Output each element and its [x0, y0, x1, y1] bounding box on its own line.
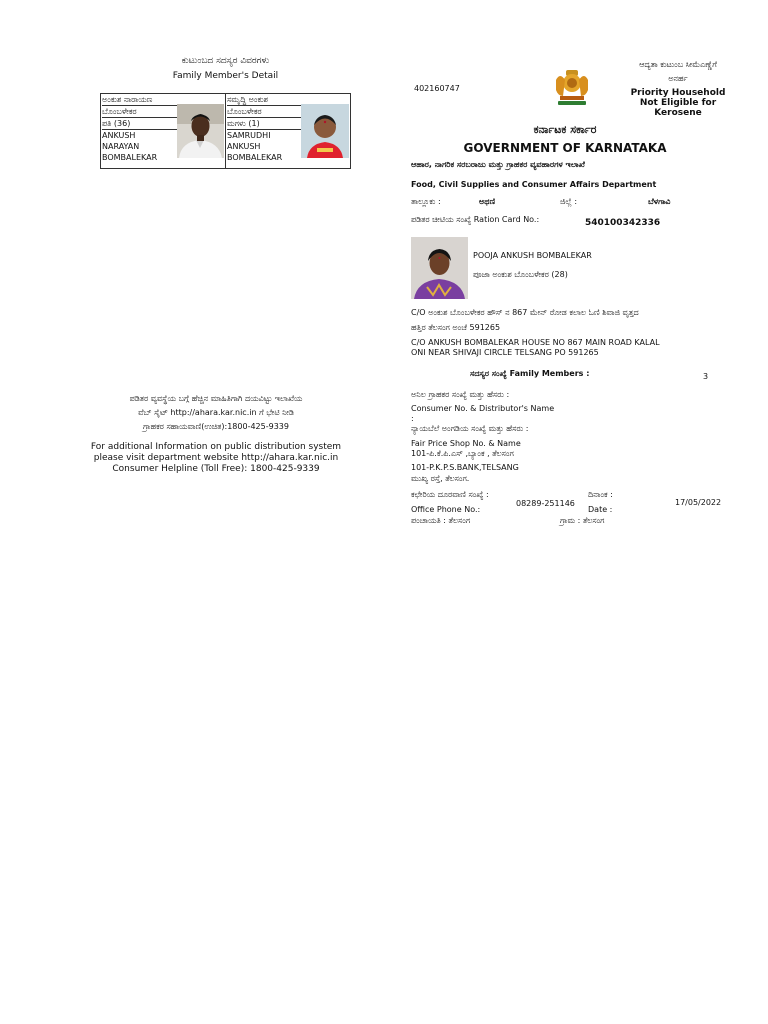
family-members-table — [100, 93, 351, 169]
lpg-label-kn: ಅನಿಲ ಗ್ರಾಹಕರ ಸಂಖ್ಯೆ ಮತ್ತು ಹೆಸರು : — [411, 390, 510, 399]
issue-date: 17/05/2022 — [675, 498, 722, 507]
address-kn-line-2: ಹತ್ತಿರ ತೆಲಸಂಗ ಅಂಚೆ 591265 — [411, 323, 501, 332]
card-category-en-3: Kerosene — [654, 108, 702, 118]
district-value: ಬೆಳಗಾವಿ — [648, 197, 671, 206]
lpg-value-colon: : — [411, 414, 414, 423]
card-serial-number: 402160747 — [414, 84, 460, 93]
family-title-english: Family Member's Detail — [172, 71, 279, 81]
card-holder-photo — [411, 237, 468, 299]
fps-label-kn: ನ್ಯಾಯಬೆಲೆ ಅಂಗಡಿಯ ಸಂಖ್ಯೆ ಮತ್ತು ಹೆಸರು : — [411, 424, 529, 433]
card-holder-name-en: POOJA ANKUSH BOMBALEKAR — [473, 251, 592, 260]
government-title-kn: ಕರ್ನಾಟಕ ಸರ್ಕಾರ — [533, 123, 597, 136]
member-1-name-kn: ಅಂಕುಶ ನಾರಾಯಣ — [102, 94, 179, 106]
fps-value-kn: 101-ಪಿ.ಕೆ.ಪಿ.ಎಸ್ ,ಬ್ಯಾಂಕ , ತೆಲಸಂಗ — [411, 449, 514, 458]
date-label-kn: ದಿನಾಂಕ : — [588, 490, 613, 499]
fps-label-en: Fair Price Shop No. & Name — [411, 439, 521, 448]
card-category-kn-2: ಅನರ್ಹ — [668, 74, 688, 83]
helpline-en-line-2: please visit department website http://ahara.kar.nic.in — [93, 453, 339, 463]
fps-value-en: 101-P.K.P.S.BANK,TELSANG — [411, 463, 519, 472]
panchayat-info: ಪಂಚಾಯತಿ : ತೆಲಸಂಗ — [411, 516, 471, 525]
helpline-kn-line-2: ವೆಬ್ ಸೈಟ್ http://ahara.kar.nic.in ಗೆ ಭೇಟಿ ನೀಡಿ — [138, 408, 294, 417]
address-en-line-2: ONI NEAR SHIVAJI CIRCLE TELSANG PO 591265 — [411, 348, 599, 357]
lpg-label-en: Consumer No. & Distributor's Name — [411, 404, 555, 413]
government-title-en: GOVERNMENT OF KARNATAKA — [463, 141, 667, 155]
taluk-value: ಅಥಣಿ — [479, 197, 496, 206]
office-phone-number: 08289-251146 — [516, 499, 575, 508]
helpline-kn-line-3: ಗ್ರಾಹಕರ ಸಹಾಯವಾಣಿ(ಉಚಿತ):1800-425-9339 — [143, 422, 289, 431]
member-2-name-en-1: SAMRUDHI — [227, 131, 271, 140]
ration-card-label: ಪಡಿತರ ಚೀಟಿಯ ಸಂಖ್ಯೆ Ration Card No.: — [411, 215, 540, 224]
helpline-kn-line-1: ಪಡಿತರ ವ್ಯವಸ್ಥೆಯ ಬಗ್ಗೆ ಹೆಚ್ಚಿನ ಮಾಹಿತಿಗಾಗಿ ದಯವಿಟ್ಟು ಇಲಾಖೆಯ — [129, 394, 303, 403]
family-member-1 — [102, 94, 224, 168]
family-title-kannada: ಕುಟುಂಬದ ಸದಸ್ಯರ ವಿವರಗಳು — [181, 56, 270, 66]
member-2-relation-age: ಮಗಳು (1) — [227, 118, 304, 130]
office-phone-label-en: Office Phone No.: — [411, 505, 481, 514]
office-phone-label-kn: ಕಛೇರಿಯ ದೂರವಾಣಿ ಸಂಖ್ಯೆ : — [411, 490, 489, 499]
address-en-line-1: C/O ANKUSH BOMBALEKAR HOUSE NO 867 MAIN ROAD KALAL — [411, 338, 660, 347]
member-2-name-kn: ಸಮೃದ್ಧಿ ಅಂಕುಶ — [227, 94, 304, 106]
helpline-en-line-3: Consumer Helpline (Toll Free): 1800-425-9339 — [112, 464, 320, 474]
karnataka-emblem-icon — [551, 66, 593, 108]
member-1-surname-kn: ಬೊಂಬಳೇಕರ — [102, 106, 179, 118]
table-divider — [225, 94, 226, 168]
district-label: ಜಿಲ್ಲೆ : — [560, 197, 578, 206]
family-member-2 — [227, 94, 351, 168]
member-1-relation-age: ಪತಿ (36) — [102, 118, 179, 130]
member-2-name-en-3: BOMBALEKAR — [227, 153, 283, 162]
card-holder-name-kn: ಪೂಜಾ ಅಂಕುಶ ಬೊಂಬಳೇಕರ (28) — [473, 270, 568, 279]
card-category-kn: ಆದ್ಯತಾ ಕುಟುಂಬ ಸೀಮೆಎಣ್ಣೆಗೆ — [639, 60, 717, 69]
member-1-name-en-1: ANKUSH — [102, 131, 136, 140]
member-2-name-en-2: ANKUSH — [227, 142, 261, 151]
taluk-label: ತಾಲ್ಲೂಕು : — [411, 197, 441, 206]
helpline-en-line-1: For additional Information on public distribution system — [90, 442, 342, 452]
fps-value-kn-2: ಮುಖ್ಯ ರಸ್ತೆ, ತೆಲಸಂಗ. — [411, 474, 470, 483]
member-2-photo — [301, 104, 349, 158]
family-members-label: ಸದಸ್ಯರ ಸಂಖ್ಯೆ Family Members : — [470, 369, 590, 378]
card-category-en-1: Priority Household — [630, 88, 726, 98]
card-category-en-2: Not Eligible for — [639, 98, 717, 108]
member-1-name-en-3: BOMBALEKAR — [102, 153, 158, 162]
department-title-en: Food, Civil Supplies and Consumer Affairs Department — [411, 180, 657, 189]
department-title-kn: ಆಹಾರ, ನಾಗರಿಕ ಸರಬರಾಜು ಮತ್ತು ಗ್ರಾಹಕರ ವ್ಯವಹಾರಗಳ ಇಲಾಖೆ — [411, 160, 585, 169]
family-members-count: 3 — [703, 372, 709, 381]
member-2-surname-kn: ಬೊಂಬಳೇಕರ — [227, 106, 304, 118]
member-1-name-en-2: NARAYAN — [102, 142, 140, 151]
member-1-photo — [177, 104, 224, 158]
date-label-en: Date : — [588, 505, 613, 514]
village-info: ಗ್ರಾಮ : ತೆಲಸಂಗ — [560, 516, 605, 525]
ration-card-number: 540100342336 — [585, 218, 661, 228]
address-kn-line-1: C/O ಅಂಕುಶ ಬೊಂಬಳೇಕರ ಹೌಸ್ ನ 867 ಮೇನ್ ರೋಡ ಕಲಾಲ ಓಣಿ ಶಿವಾಜಿ ವೃತ್ತದ — [411, 308, 639, 317]
